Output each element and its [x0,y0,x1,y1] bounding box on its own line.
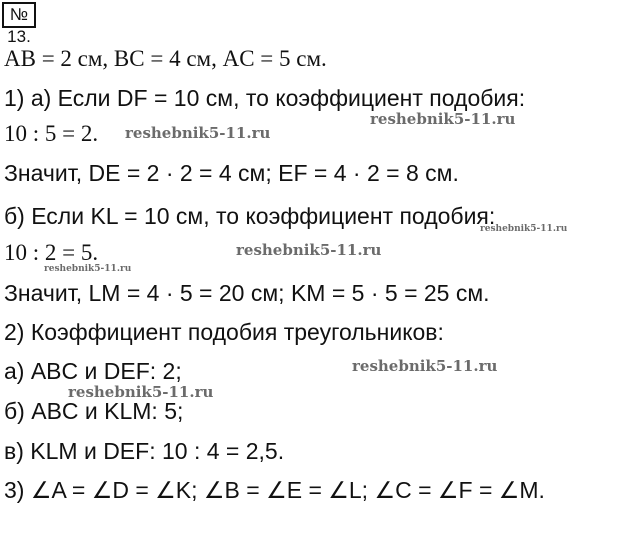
similarity-heading: 2) Коэффициент подобия треугольников: [4,319,444,345]
watermark: reshebnik5-11.ru [125,124,271,142]
angles-equality: 3) ∠A = ∠D = ∠K; ∠B = ∠E = ∠L; ∠C = ∠F = ∠M. [4,477,545,503]
watermark: reshebnik5-11.ru [352,357,498,375]
case-b-ratio: 10 : 2 = 5. [4,240,99,265]
case-b-condition: б) Если KL = 10 см, то коэффициент подобия: [4,203,496,229]
watermark: reshebnik5-11.ru [480,224,568,234]
similarity-abc-klm: б) ABC и KLM: 5; [4,398,184,424]
task-number: № 13. [2,2,36,28]
case-a-result: Значит, DE = 2 · 2 = 4 см; EF = 4 · 2 = 8 см. [4,160,459,186]
case-a-condition: 1) а) Если DF = 10 см, то коэффициент подобия: [4,85,526,111]
watermark: reshebnik5-11.ru [68,383,214,401]
watermark: reshebnik5-11.ru [44,264,132,274]
watermark: reshebnik5-11.ru [370,110,516,128]
case-b-result: Значит, LM = 4 · 5 = 20 см; KM = 5 · 5 = 25 см. [4,280,490,306]
given-sides: AB = 2 см, BC = 4 см, AC = 5 см. [4,46,327,71]
case-a-ratio: 10 : 5 = 2. [4,121,99,146]
watermark: reshebnik5-11.ru [236,241,382,259]
similarity-abc-def: а) ABC и DEF: 2; [4,358,182,384]
similarity-klm-def: в) KLM и DEF: 10 : 4 = 2,5. [4,438,285,464]
